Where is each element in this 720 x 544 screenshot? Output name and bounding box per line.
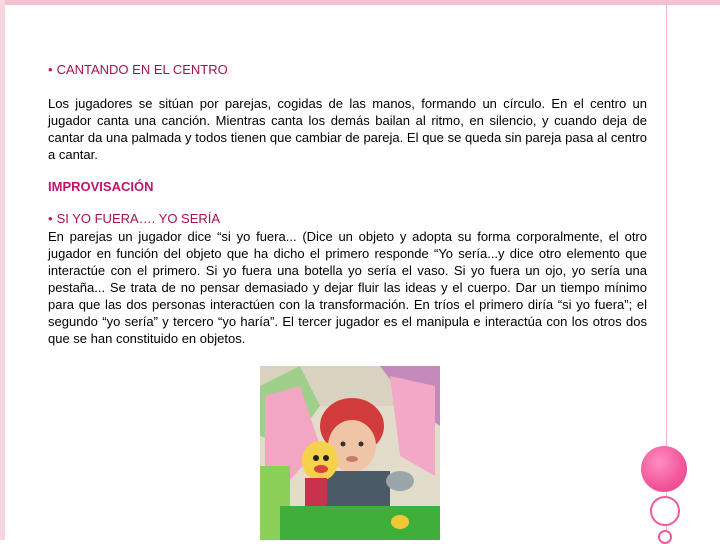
photo-illustration: [260, 366, 440, 540]
paragraph-cantando: Los jugadores se sitúan por parejas, cogidas de las manos, formando un círculo. En el centro un jugador canta una canción. Mientras canta los demás bailan al ritmo, en silencio, y cuando deja de cantar da una palmada y todos tienen que cambiar de pareja. El que se queda sin pareja pasa al centro a cantar.: [48, 96, 647, 162]
frame-top-border: [0, 0, 720, 5]
section-heading-improvisacion: IMPROVISACIÓN: [48, 179, 154, 194]
bullet-icon: •: [48, 211, 53, 226]
paragraph-si-yo-fuera: En parejas un jugador dice “si yo fuera... (Dice un objeto y adopta su forma corporalmente, el otro jugador en función del objeto que ha dicho el primero responde “Yo sería...y dice otro elemento que interactúe con el primero. Si yo fuera una botella yo sería el vaso. Si yo fuera un ojo, yo sería una pestaña... Se trata de no pensar demasiado y dejar fluir las ideas y el cuerpo. Dar un tiempo mínimo para que las dos personas interactúen con la transformación. En tríos el primero diría “si yo fuera”; el segundo “yo sería” y tercero “yo haría”. El tercer jugador es el manipula e interactúa con los otros dos que se han constituido en objetos.: [48, 229, 647, 346]
outlined-circle-decoration: [650, 496, 680, 526]
bullet-icon: •: [48, 62, 53, 77]
small-outlined-circle-decoration: [658, 530, 672, 544]
photo-child-puppet-theater: [260, 366, 440, 540]
section-heading-si-yo-fuera: • SI YO FUERA…. YO SERÍA: [48, 211, 221, 226]
section-heading-cantando: • CANTANDO EN EL CENTRO: [48, 62, 228, 77]
pink-circle-decoration: [641, 446, 687, 492]
frame-left-border: [0, 0, 5, 540]
